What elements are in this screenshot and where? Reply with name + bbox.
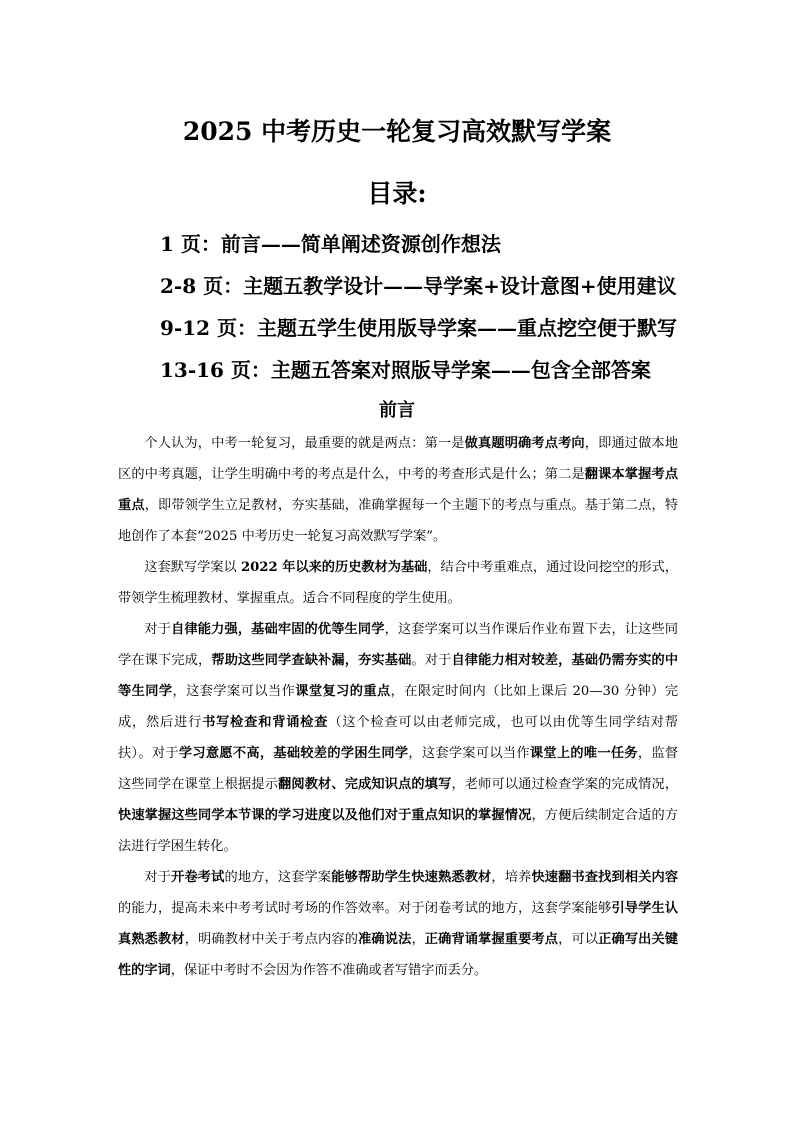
paragraph-text: ，这套学案可以当作 [172, 684, 296, 699]
emphasis-text: 引导学生认真熟悉教材 [118, 901, 679, 947]
emphasis-text: 自律能力强，基础牢固的优等生同学 [171, 622, 385, 637]
paragraph-text: 的能力，提高未来中考考试时考场的作答效率。对于闭卷考试的地方，这套学案能够 [118, 901, 612, 916]
paragraph-text: 。对于 [411, 653, 452, 668]
preface-body [118, 428, 678, 986]
emphasis-text: 翻阅教材、完成知识点的填写 [278, 777, 452, 792]
paragraph-text: 的地方，这套学案 [224, 870, 332, 885]
paragraph-text: ，在限定时间内（比如上课后 20—30 分钟）完成，然后进行 [118, 684, 679, 730]
toc-item: 2-8 页：主题五教学设计——导学案+设计意图+使用建议 [160, 274, 677, 298]
toc-item: 1 页：前言——简单阐述资源创作想法 [160, 232, 501, 256]
emphasis-text: 正确背诵掌握重要考点 [424, 932, 559, 947]
emphasis-text: 正确写出关键性的字词 [118, 932, 679, 978]
emphasis-text: 书写检查和背诵检查 [202, 715, 329, 730]
preface-paragraph [118, 862, 678, 986]
emphasis-text: 帮助这些同学查缺补漏，夯实基础 [211, 653, 412, 668]
emphasis-text: 做真题明确考点考向 [464, 436, 585, 451]
emphasis-text: 2022 年以来的历史教材为基础 [240, 560, 428, 575]
preface-paragraph [118, 614, 678, 862]
paragraph-text: ，明确教材中关于考点内容的 [184, 932, 359, 947]
emphasis-text: 课堂复习的重点 [295, 684, 391, 699]
paragraph-text: ，即通过做本地区的中考真题，让学生明确中考的考点是什么，中考的考查形式是什么；第二是 [118, 436, 679, 482]
preface-heading: 前言 [379, 400, 415, 421]
emphasis-text: 快速掌握这些同学本节课的学习进度以及他们对于重点知识的掌握情况 [118, 808, 532, 823]
document-title: 2025 中考历史一轮复习高效默写学案 [182, 117, 612, 146]
emphasis-text: 课堂上的唯一任务 [529, 746, 638, 761]
paragraph-text: 对于 [144, 870, 172, 885]
emphasis-text: 自律能力相对较差，基础仍需夯实的中等生同学 [118, 653, 679, 699]
paragraph-text: ，即带领学生立足教材，夯实基础，准确掌握每一个主题下的考点与重点。基于第二点，特地创作了本套“2025 中考历史一轮复习高效默写学案”。 [118, 498, 679, 544]
paragraph-text: ，结合中考重难点，通过设问挖空的形式，带领学生梳理教材、掌握重点。适合不同程度的学生使用。 [118, 560, 679, 606]
preface-paragraph [118, 552, 678, 614]
paragraph-text: ，这套学案可以当作 [408, 746, 530, 761]
preface-paragraph [118, 428, 678, 552]
paragraph-text: ，保证中考时不会因为作答不准确或者写错字而丢分。 [170, 963, 488, 978]
paragraph-text: 对于 [144, 622, 172, 637]
emphasis-text: 学习意愿不高，基础较差的学困生同学 [178, 746, 409, 761]
emphasis-text: 快速翻书查找到相关内容 [531, 870, 679, 885]
paragraph-text: ，监督这些同学在课堂上根据提示 [118, 746, 679, 792]
paragraph-text: ， [411, 932, 425, 947]
paragraph-text: ，可以 [558, 932, 599, 947]
paragraph-text: （这个检查可以由老师完成，也可以由优等生同学结对帮扶）。对于 [118, 715, 678, 761]
toc-item: 9-12 页：主题五学生使用版导学案——重点挖空便于默写 [160, 316, 678, 340]
toc-heading: 目录: [367, 179, 427, 208]
emphasis-text: 翻课本掌握考点重点 [118, 467, 679, 513]
emphasis-text: 开卷考试 [171, 870, 225, 885]
paragraph-text: ，方便后续制定合适的方法进行学困生转化。 [118, 808, 679, 854]
paragraph-text: 个人认为，中考一轮复习，最重要的就是两点：第一是 [144, 436, 465, 451]
emphasis-text: 能够帮助学生快速熟悉教材 [331, 870, 492, 885]
paragraph-text: ，这套学案可以当作课后作业布置下去，让这些同学在课下完成， [118, 622, 679, 668]
paragraph-text: ，培养 [491, 870, 532, 885]
emphasis-text: 准确说法 [358, 932, 412, 947]
paragraph-text: ，老师可以通过检查学案的完成情况， [451, 777, 679, 792]
paragraph-text: 这套默写学案以 [144, 560, 241, 575]
table-of-contents [160, 228, 780, 396]
toc-item: 13-16 页：主题五答案对照版导学案——包含全部答案 [160, 358, 651, 382]
